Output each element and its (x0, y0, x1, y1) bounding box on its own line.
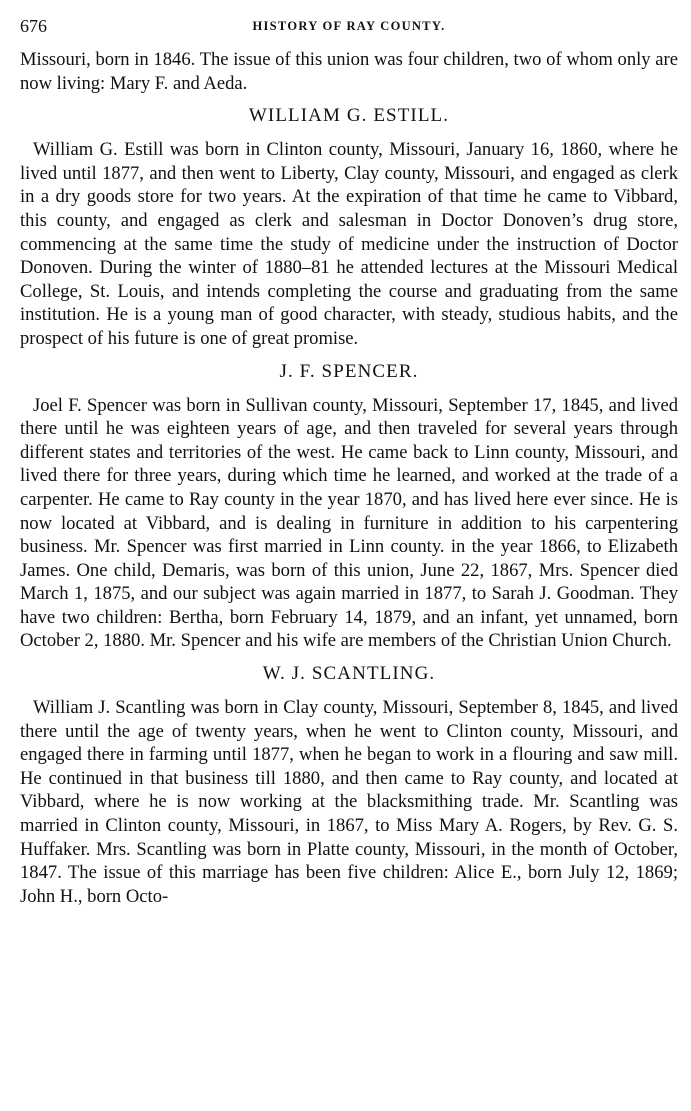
running-title: HISTORY OF RAY COUNTY. (252, 19, 446, 33)
section-body-scantling: William J. Scantling was born in Clay county, Missouri, September 8, 1845, and lived there until the age of twenty years, when he went to Clinton county, Missouri, and engaged there in farming until 1877, when he began to work in a flouring and saw mill. He continued in that business till 1880, and then came to Ray county, and located at Vibbard, where he is now working at the blacksmithing trade. Mr. Scantling was married in Clinton county, Missouri, in 1867, to Miss Mary A. Rogers, by Rev. G. S. Huffaker. Mrs. Scantling was born in Platte county, Missouri, in the month of October, 1847. The issue of this marriage has been five children: Alice E., born July 12, 1869; John H., born Octo- (20, 697, 678, 907)
section-body-estill: William G. Estill was born in Clinton county, Missouri, January 16, 1860, where he lived until 1877, and then went to Liberty, Clay county, Missouri, and engaged as clerk in a dry goods store for two years. At the expiration of that time he came to Vibbard, this county, and engaged as clerk and salesman in Doctor Donoven’s drug store, commencing at the same time the study of medicine under the instruction of Doctor Donoven. During the winter of 1880–81 he attended lectures at the Missouri Medical College, St. Louis, and intends completing the course and graduating from the same institution. He is a young man of good character, with steady, studious habits, and the prospect of his future is one of great promise. (20, 139, 678, 349)
section-heading-spencer: J. F. SPENCER. (279, 360, 419, 382)
section-body-spencer: Joel F. Spencer was born in Sullivan county, Missouri, September 17, 1845, and lived there until he was eighteen years of age, and then traveled for several years through different states and territories of the west. He came back to Linn county, Missouri, and lived there for three years, during which time he learned, and worked at the trade of a carpenter. He came to Ray county in the year 1870, and has lived here ever since. He is now located at Vibbard, and is dealing in furniture in addition to his carpentering business. Mr. Spencer was first married in Linn county. in the year 1866, to Elizabeth James. One child, Demaris, was born of this union, June 22, 1867, Mrs. Spencer died March 1, 1875, and our subject was again married in 1877, to Sarah J. Goodman. They have two children: Bertha, born February 14, 1879, and an infant, yet unnamed, born October 2, 1880. Mr. Spencer and his wife are members of the Christian Union Church. (20, 394, 678, 652)
running-header (20, 16, 678, 46)
book-page (20, 16, 678, 908)
intro-paragraph: Missouri, born in 1846. The issue of this union was four children, two of whom only are now living: Mary F. and Aeda. (20, 49, 678, 94)
section-heading-estill: WILLIAM G. ESTILL. (248, 105, 450, 127)
section-heading-scantling: W. J. SCANTLING. (262, 663, 436, 685)
page-number: 676 (20, 16, 47, 36)
